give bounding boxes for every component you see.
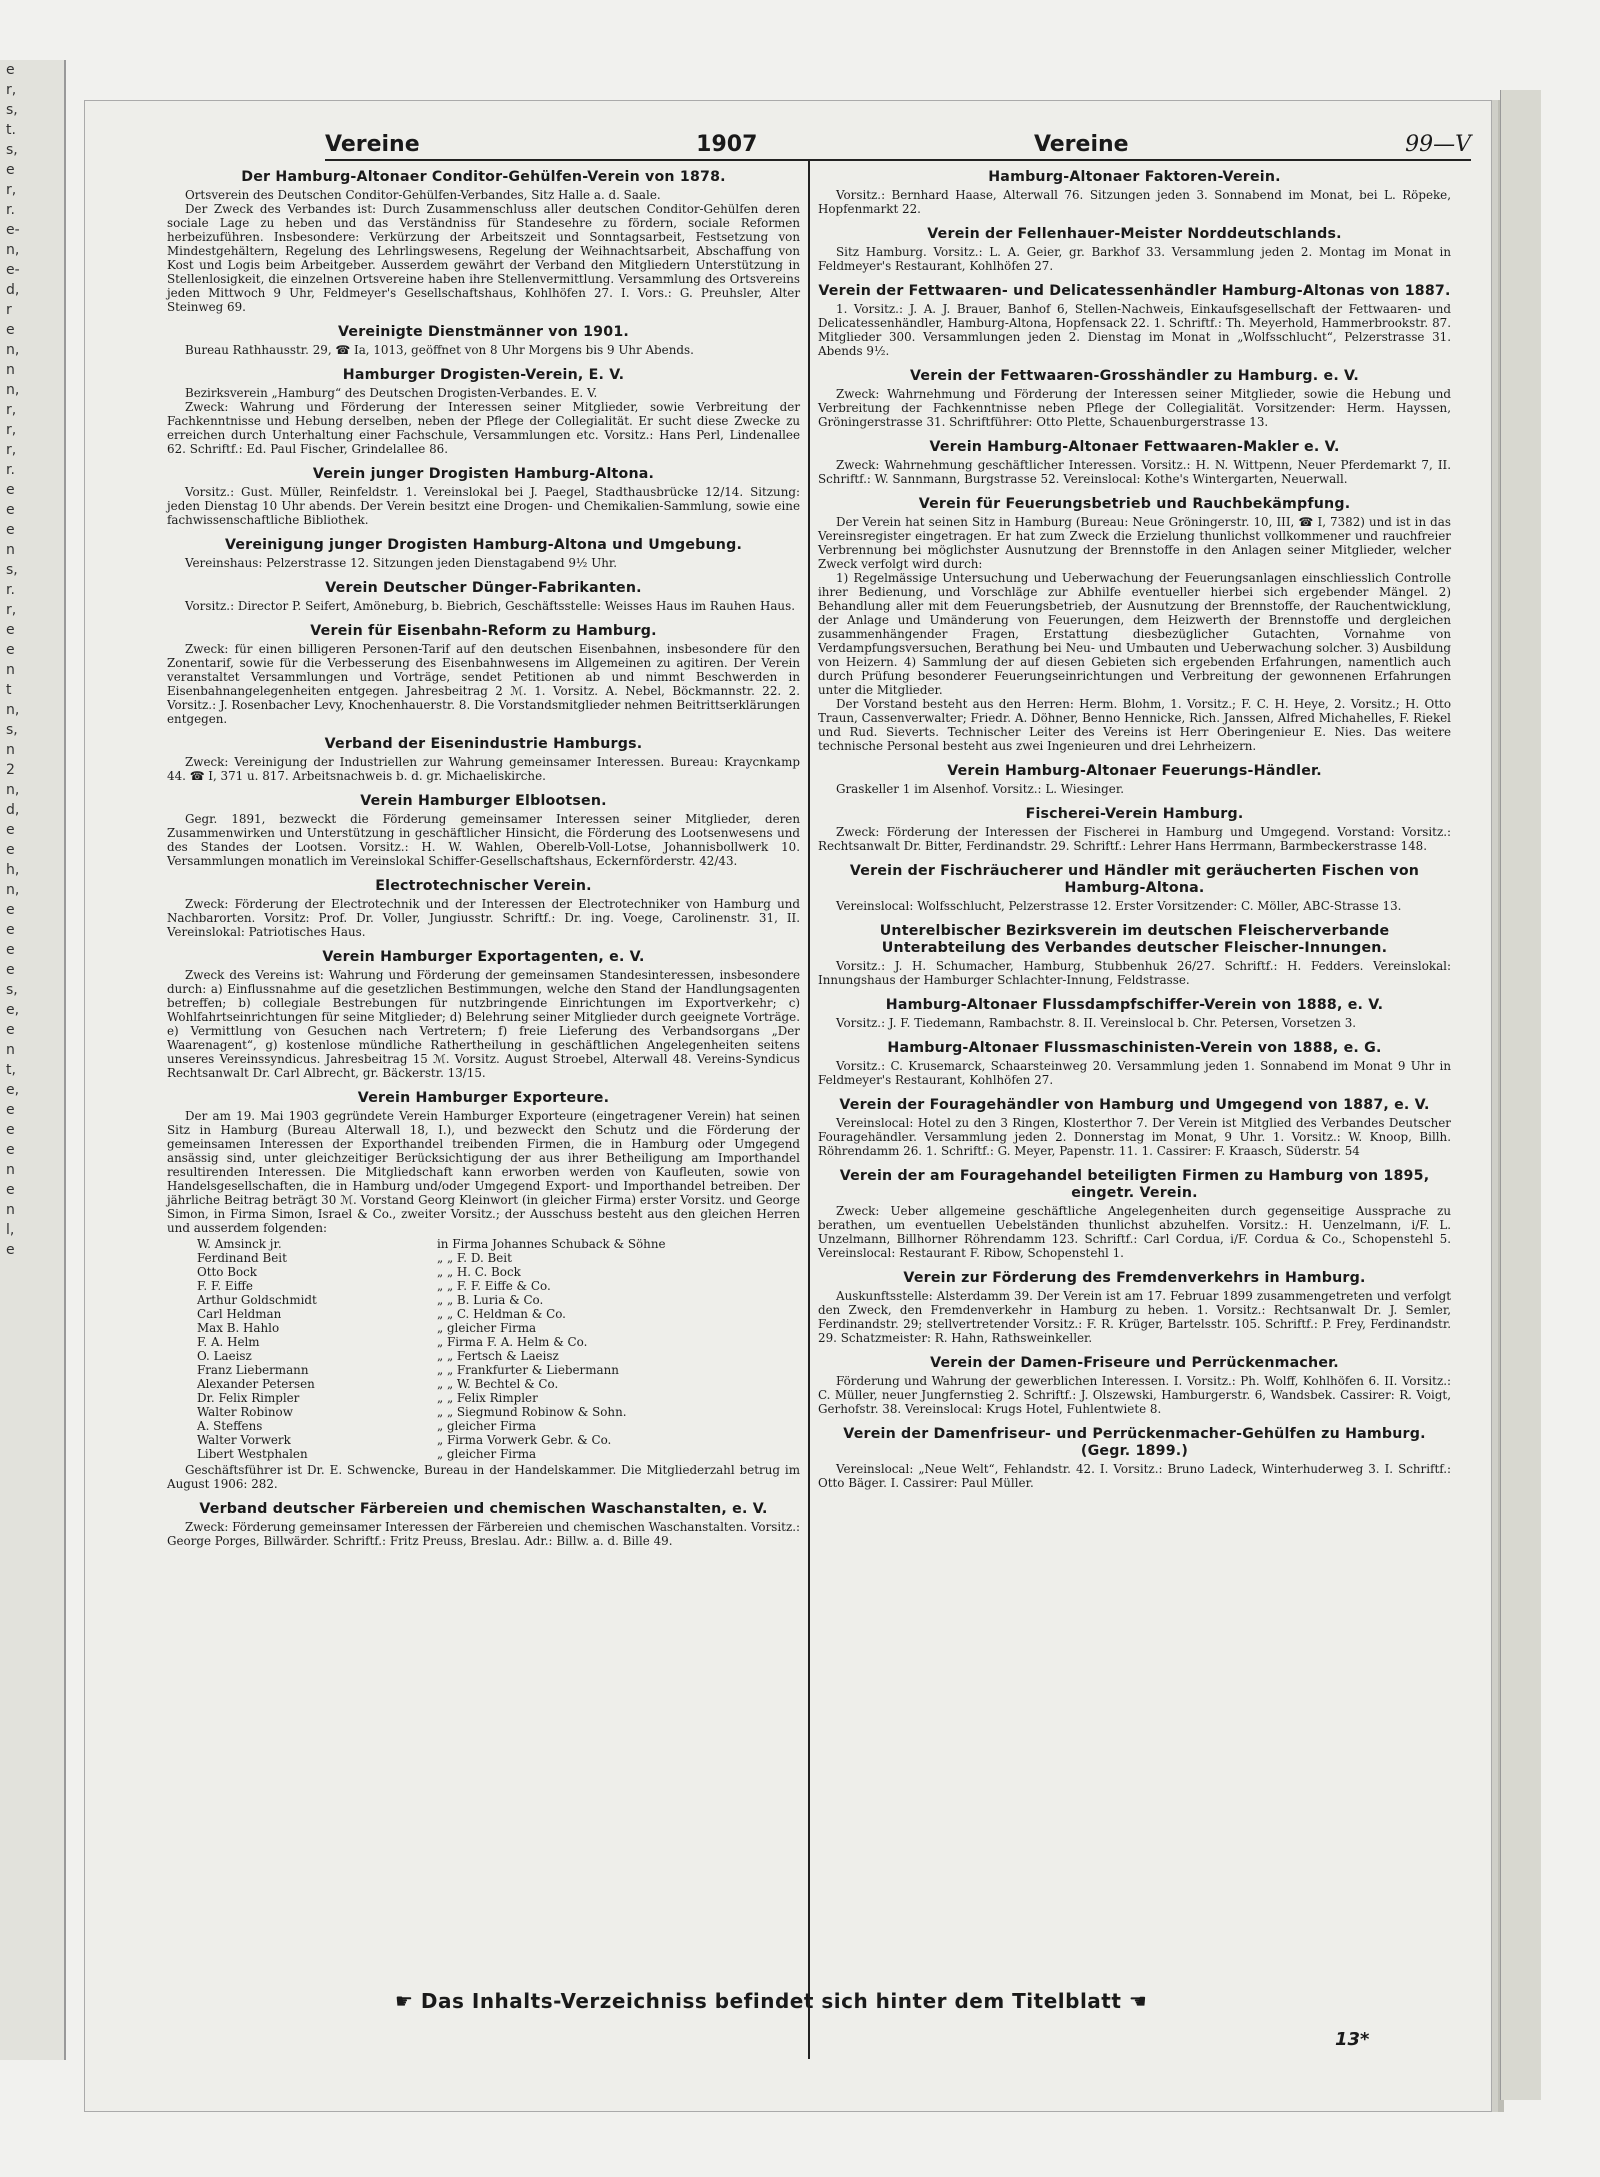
- association-text: Auskunftsstelle: Alsterdamm 39. Der Verein ist am 17. Februar 1899 zusammengetreten und verfolgt den Zweck, den Fremdenverkehr in Hamburg zu heben. 1. Vorsitz.: Rechtsanwalt Dr. J. Semler, Ferdinandstr. 29; stellvertretender Vorsitz.: F. R. Krüger, Bartelsstr. 105. Schriftf.: P. Frey, Ferdinandstr. 29. Schatzmeister: R. Hahn, Rathsweinkeller.: [818, 1289, 1451, 1345]
- margin-fragment: e: [6, 1182, 15, 1198]
- next-page-edge: [1500, 90, 1541, 2100]
- association-text: Zweck: Wahrung und Förderung der Interessen seiner Mitglieder, sowie Verbreitung der Fachkenntnisse und Hebung derselben, neben der Pflege der Collegialität. Er sucht diese Zwecke zu erreichen durch Unterhaltung einer Fachschule, Versammlungen etc. Vorsitz.: Hans Perl, Lindenallee 62. Schriftf.: Ed. Paul Fischer, Grindelallee 86.: [167, 400, 800, 456]
- member-name: Walter Robinow: [197, 1405, 293, 1419]
- previous-page-edge: [0, 60, 66, 2060]
- association-text: Vereinshaus: Pelzerstrasse 12. Sitzungen jeden Dienstagabend 9½ Uhr.: [185, 556, 618, 570]
- association-title: Vereinigte Dienstmänner von 1901.: [338, 324, 629, 340]
- member-firm: „ „ Frankfurter & Liebermann: [437, 1363, 619, 1377]
- association-entry: [167, 949, 800, 1080]
- association-entry: [167, 878, 800, 939]
- association-entry: [818, 1355, 1451, 1416]
- document-page: [84, 100, 1492, 2112]
- member-firm: „ „ Fertsch & Laeisz: [437, 1349, 559, 1363]
- association-entry: [818, 1426, 1451, 1490]
- member-firm: „ „ C. Heldman & Co.: [437, 1307, 566, 1321]
- member-name: Libert Westphalen: [197, 1447, 308, 1461]
- header-left: Vereine: [325, 131, 420, 157]
- member-firm: in Firma Johannes Schuback & Söhne: [437, 1237, 666, 1251]
- association-title: Electrotechnischer Verein.: [375, 878, 592, 894]
- association-entry: [167, 169, 800, 314]
- member-firm: „ gleicher Firma: [437, 1447, 537, 1461]
- member-name: W. Amsinck jr.: [197, 1237, 282, 1251]
- association-text: Zweck: Förderung gemeinsamer Interessen der Färbereien und chemischen Waschanstalten. Vorsitz.: George Porges, Billwärder. Schriftf.: Fritz Preuss, Breslau. Adr.: Billw. a. d. Bille 49.: [167, 1520, 800, 1548]
- member-row: [197, 1237, 800, 1251]
- member-row: [197, 1321, 800, 1335]
- association-title: Hamburg-Altonaer Faktoren-Verein.: [988, 169, 1281, 185]
- member-name: Dr. Felix Rimpler: [197, 1391, 300, 1405]
- margin-fragment: d,: [6, 802, 20, 818]
- margin-fragment: e: [6, 1242, 15, 1258]
- member-name: Carl Heldman: [197, 1307, 282, 1321]
- member-firm: „ gleicher Firma: [437, 1321, 537, 1335]
- running-header: [325, 129, 1471, 161]
- margin-fragment: n,: [6, 882, 20, 898]
- margin-fragment: e: [6, 502, 15, 518]
- association-title: Verein der Fouragehändler von Hamburg und Umgegend von 1887, e. V.: [839, 1097, 1430, 1113]
- association-entry: [818, 1168, 1451, 1260]
- member-firm: „ „ B. Luria & Co.: [437, 1293, 544, 1307]
- association-text: Vereinslocal: Wolfsschlucht, Pelzerstrasse 12. Erster Vorsitzender: C. Möller, ABC-Strasse 13.: [836, 899, 1402, 913]
- margin-fragment: n: [6, 542, 15, 558]
- association-entry: [818, 169, 1451, 216]
- member-row: [197, 1335, 800, 1349]
- member-name: F. A. Helm: [197, 1335, 260, 1349]
- association-title: Verein Hamburg-Altonaer Feuerungs-Händler.: [947, 763, 1322, 779]
- association-entry: [167, 1090, 800, 1491]
- margin-fragment: e: [6, 842, 15, 858]
- member-firm: „ „ Siegmund Robinow & Sohn.: [437, 1405, 627, 1419]
- margin-fragment: n: [6, 1202, 15, 1218]
- margin-fragment: e: [6, 1122, 15, 1138]
- association-title: Verein der Damenfriseur- und Perrückenmacher-Gehülfen zu Hamburg. (Gegr. 1899.): [843, 1426, 1426, 1459]
- association-text: Zweck: Förderung der Interessen der Fischerei in Hamburg und Umgegend. Vorstand: Vorsitz.: Rechtsanwalt Dr. Bitter, Ferdinandstr. 29. Schriftf.: Lehrer Hans Herrmann, Barmbeckerstrasse 148.: [818, 825, 1451, 853]
- association-entry: [818, 283, 1451, 358]
- association-text: Zweck: Wahrnehmung und Förderung der Interessen seiner Mitglieder, sowie die Hebung und Verbreitung der Fachkenntnisse neben Pflege der Collegialität. Vorsitzender: Herm. Hayssen, Gröningerstrasse 31. Schriftführer: Otto Plette, Schauenburgerstrasse 13.: [818, 387, 1451, 429]
- association-entry: [167, 367, 800, 456]
- margin-fragment: s,: [6, 982, 18, 998]
- association-text: Ortsverein des Deutschen Conditor-Gehülfen-Verbandes, Sitz Halle a. d. Saale.: [185, 188, 661, 202]
- margin-fragment: s,: [6, 142, 18, 158]
- association-text: Sitz Hamburg. Vorsitz.: L. A. Geier, gr. Barkhof 33. Versammlung jeden 2. Montag im Monat in Feldmeyer's Restaurant, Kohlhöfen 27.: [818, 245, 1451, 273]
- member-name: Ferdinand Beit: [197, 1251, 287, 1265]
- association-title: Vereinigung junger Drogisten Hamburg-Altona und Umgebung.: [224, 537, 743, 553]
- association-entry: [818, 226, 1451, 273]
- member-row: [197, 1251, 800, 1265]
- margin-fragment: n: [6, 662, 15, 678]
- association-entry: [818, 863, 1451, 913]
- margin-fragment: e: [6, 922, 15, 938]
- pointing-hand-icon: ☚: [1128, 1989, 1148, 2013]
- member-list: [197, 1237, 800, 1461]
- margin-fragment: n,: [6, 342, 20, 358]
- margin-fragment: r,: [6, 82, 17, 98]
- margin-fragment: n: [6, 1042, 15, 1058]
- member-firm: „ Firma Vorwerk Gebr. & Co.: [437, 1433, 612, 1447]
- association-text: Förderung und Wahrung der gewerblichen Interessen. I. Vorsitz.: Ph. Wolff, Kohlhöfen 6. II. Vorsitz.: C. Müller, neuer Jungfernstieg 2. Schriftf.: J. Olszewski, Hamburgerstr. 6, Wandsbek. Cassirer: R. Voigt, Gerhofstr. 38. Vereinslocal: Krugs Hotel, Fuhlentwiete 8.: [818, 1374, 1451, 1416]
- association-title: Verein für Feuerungsbetrieb und Rauchbekämpfung.: [918, 496, 1351, 512]
- margin-fragment: e: [6, 482, 15, 498]
- margin-fragment: r,: [6, 402, 17, 418]
- page-number: 99—V: [1405, 131, 1471, 157]
- pointing-hand-icon: ☛: [395, 1989, 421, 2013]
- association-entry: [818, 1270, 1451, 1345]
- association-title: Verein Hamburger Exporteure.: [357, 1090, 610, 1106]
- association-text: Bureau Rathhausstr. 29, ☎ Ia, 1013, geöffnet von 8 Uhr Morgens bis 9 Uhr Abends.: [185, 343, 694, 357]
- association-text: Vereinslocal: Hotel zu den 3 Ringen, Klosterthor 7. Der Verein ist Mitglied des Verbandes Deutscher Fouragehändler. Versammlung jeden 2. Donnerstag im Monat, 9 Uhr. 1. Vorsitz.: W. Knoop, Billh. Röhrendamm 26. 1. Schriftf.: G. Meyer, Papenstr. 11. 1. Cassirer: F. Kraasch, Süderstr. 54: [818, 1116, 1451, 1158]
- margin-fragment: 2: [6, 762, 15, 778]
- association-entry: [818, 368, 1451, 429]
- two-column-body: [159, 159, 1459, 2059]
- association-text: Vorsitz.: J. F. Tiedemann, Rambachstr. 8. II. Vereinslocal b. Chr. Petersen, Vorsetzen 3.: [836, 1016, 1357, 1030]
- association-title: Hamburg-Altonaer Flussmaschinisten-Verein von 1888, e. G.: [887, 1040, 1382, 1056]
- association-entry: [818, 806, 1451, 853]
- association-title: Verein für Eisenbahn-Reform zu Hamburg.: [310, 623, 657, 639]
- association-text: Zweck: Vereinigung der Industriellen zur Wahrung gemeinsamer Interessen. Bureau: Kraycnkamp 44. ☎ I, 371 u. 817. Arbeitsnachweis b. d. gr. Michaeliskirche.: [167, 755, 800, 783]
- margin-fragment: e: [6, 162, 15, 178]
- margin-fragment: e: [6, 822, 15, 838]
- association-title: Verein der Fellenhauer-Meister Norddeutschlands.: [927, 226, 1342, 242]
- member-row: [197, 1363, 800, 1377]
- right-column: [810, 159, 1459, 2059]
- member-firm: „ Firma F. A. Helm & Co.: [437, 1335, 588, 1349]
- margin-fragment: r.: [6, 202, 15, 218]
- member-row: [197, 1419, 800, 1433]
- margin-fragment: e: [6, 962, 15, 978]
- association-text: 1) Regelmässige Untersuchung und Ueberwachung der Feuerungsanlagen einschliesslich Controlle ihrer Bedienung, und Vorschläge zur Abhilfe eventueller hierbei sich ergebender Mängel. 2) Behandlung aller mit dem Feuerungsbetrieb, der Ausnutzung der Brennstoffe, der Rauchentwicklung, der Anlage und Umänderung von Feuerungen, dem Heizwerth der Brennstoffe und dergleichen zusammenhängender Fragen, Erstattung diesbezüglicher Gutachten, Vornahme von Verdampfungsversuchen, Berathung bei Neu- und Umbauten und Ueberwachung solcher. 3) Ausbildung von Heizern. 4) Sammlung der auf diesen Gebieten sich ergebenden Erfahrungen, namentlich auch durch Prüfung besonderer Feuerungseinrichtungen und Verbreitung der gewonnenen Erfahrungen unter die Mitglieder.: [818, 571, 1451, 697]
- margin-fragment: s,: [6, 562, 18, 578]
- member-row: [197, 1391, 800, 1405]
- margin-fragment: r.: [6, 582, 15, 598]
- margin-fragment: s,: [6, 722, 18, 738]
- header-year: 1907: [696, 131, 758, 157]
- association-text: Geschäftsführer ist Dr. E. Schwencke, Bureau in der Handelskammer. Die Mitgliederzahl betrug im August 1906: 282.: [167, 1463, 800, 1491]
- association-text: Der Vorstand besteht aus den Herren: Herm. Blohm, 1. Vorsitz.; F. C. H. Heye, 2. Vorsitz.; H. Otto Traun, Cassenverwalter; Friedr. A. Döhner, Benno Hennicke, Rich. Janssen, Alfred Michahelles, F. Riekel und Rud. Sieverts. Technischer Leiter des Vereins ist Herr Oberingenieur E. Nies. Das weitere technische Personal besteht aus zwei Ingenieuren und drei Lehrheizern.: [818, 697, 1451, 753]
- margin-fragment: t.: [6, 122, 16, 138]
- margin-fragment: d,: [6, 282, 20, 298]
- member-name: Otto Bock: [197, 1265, 258, 1279]
- association-text: Zweck: für einen billigeren Personen-Tarif auf den deutschen Eisenbahnen, insbesondere für den Zonentarif, sowie für die Verbesserung des Eisenbahnwesens im Allgemeinen zu agitiren. Der Verein veranstaltet Versammlungen und Vorträge, sendet Petitionen ab und nimmt Beschwerden in Eisenbahnangelegenheiten entgegen. Jahresbeitrag 2 ℳ. 1. Vorsitz. A. Nebel, Böckmannstr. 22. 2. Vorsitz.: J. Rosenbacher Levy, Knochenhauerstr. 8. Die Vorstandsmitglieder nehmen Beitrittserklärungen entgegen.: [167, 642, 800, 726]
- association-title: Verein zur Förderung des Fremdenverkehrs in Hamburg.: [903, 1270, 1366, 1286]
- association-title: Verband deutscher Färbereien und chemischen Waschanstalten, e. V.: [199, 1501, 768, 1517]
- margin-fragment: n,: [6, 702, 20, 718]
- association-text: Der am 19. Mai 1903 gegründete Verein Hamburger Exporteure (eingetragener Verein) hat seinen Sitz in Hamburg (Bureau Alterwall 18, I.), und bezweckt den Schutz und die Förderung der gemeinsamen Interessen der Exporthandel treibenden Firmen, die in Hamburg oder Umgegend ansässig sind, unter gleichzeitiger Berücksichtigung der aus ihrer Betheiligung am Importhandel resultirenden Interessen. Die Mitgliedschaft kann erworben werden von Kaufleuten, sowie von Handelsgesellschaften, die in Hamburg und/oder Umgegend Export- und Importhandel betreiben. Der jährliche Beitrag beträgt 30 ℳ. Vorstand Georg Kleinwort (in gleicher Firma) erster Vorsitz. und George Simon, in Firma Simon, Israel & Co., zweiter Vorsitz.; der Ausschuss besteht aus den gleichen Herren und ausserdem folgenden:: [167, 1109, 800, 1235]
- association-title: Verein der Fettwaaren-Grosshändler zu Hamburg. e. V.: [909, 368, 1359, 384]
- margin-fragment: t,: [6, 1062, 16, 1078]
- association-title: Verein Deutscher Dünger-Fabrikanten.: [325, 580, 642, 596]
- association-text: Der Zweck des Verbandes ist: Durch Zusammenschluss aller deutschen Conditor-Gehülfen deren sociale Lage zu heben und das Verständniss für Standesehre zu fördern, sociale Reformen herbeizuführen. Insbesondere: Verkürzung der Arbeitszeit und Sonntagsarbeit, Festsetzung von Mindestgehältern, Regelung des Lehrlingswesens, Regelung der Weihnachtsarbeit, Abschaffung von Kost und Logis beim Arbeitgeber. Ausserdem gewährt der Verband den Mitgliedern Unterstützung in Stellenlosigkeit, die einzelnen Ortsvereine haben ihre Stellenvermittlung. Versammlung des Ortsvereins jeden Mittwoch 9 Uhr, Feldmeyer's Gesellschaftshaus, Kohlhöfen 27. I. Vors.: G. Preuhsler, Alter Steinweg 69.: [167, 202, 800, 314]
- association-title: Verein der Fettwaaren- und Delicatessenhändler Hamburg-Altonas von 1887.: [818, 283, 1451, 299]
- member-row: [197, 1433, 800, 1447]
- member-row: [197, 1349, 800, 1363]
- association-title: Hamburg-Altonaer Flussdampfschiffer-Verein von 1888, e. V.: [885, 997, 1384, 1013]
- association-text: Vorsitz.: Director P. Seifert, Amöneburg, b. Biebrich, Geschäftsstelle: Weisses Haus im Rauhen Haus.: [185, 599, 795, 613]
- margin-fragment: e: [6, 1022, 15, 1038]
- margin-fragment: e: [6, 942, 15, 958]
- association-title: Unterelbischer Bezirksverein im deutschen Fleischerverbande Unterabteilung des Verbandes deutscher Fleischer-Innungen.: [879, 923, 1390, 956]
- association-entry: [818, 763, 1451, 796]
- member-name: A. Steffens: [197, 1419, 263, 1433]
- member-row: [197, 1307, 800, 1321]
- association-entry: [167, 580, 800, 613]
- association-entry: [167, 1501, 800, 1548]
- association-entry: [167, 537, 800, 570]
- association-text: Gegr. 1891, bezweckt die Förderung gemeinsamer Interessen seiner Mitglieder, deren Zusammenwirken und Unterstützung in geschäftlicher Hinsicht, die Förderung des Lootsenwesens und des Standes der Lootsen. Vorsitz.: H. W. Wahlen, Oberelb-Voll-Lotse, Johannisbollwerk 10. Versammlungen monatlich im Vereinslokal Schiffer-Gesellschaftshaus, Eckernförderstr. 42/43.: [167, 812, 800, 868]
- margin-fragment: r,: [6, 182, 17, 198]
- member-firm: „ „ Felix Rimpler: [437, 1391, 538, 1405]
- margin-fragment: e: [6, 522, 15, 538]
- association-text: Zweck: Wahrnehmung geschäftlicher Interessen. Vorsitz.: H. N. Wittpenn, Neuer Pferdemarkt 7, II. Schriftf.: W. Sannmann, Burgstrasse 52. Vereinslocal: Kothe's Wintergarten, Neuerwall.: [818, 458, 1451, 486]
- association-title: Verein der Damen-Friseure und Perrückenmacher.: [930, 1355, 1339, 1371]
- member-row: [197, 1447, 800, 1461]
- association-entry: [167, 793, 800, 868]
- association-entry: [818, 439, 1451, 486]
- margin-fragment: r: [6, 302, 12, 318]
- margin-fragment: e: [6, 642, 15, 658]
- association-entry: [818, 496, 1451, 753]
- margin-fragment: e-: [6, 222, 20, 238]
- association-entry: [167, 736, 800, 783]
- member-row: [197, 1293, 800, 1307]
- margin-fragment: e: [6, 902, 15, 918]
- member-name: Franz Liebermann: [197, 1363, 309, 1377]
- association-text: Vereinslocal: „Neue Welt“, Fehlandstr. 42. I. Vorsitz.: Bruno Ladeck, Winterhuderweg 3. I. Schriftf.: Otto Bäger. I. Cassirer: Paul Müller.: [818, 1462, 1451, 1490]
- member-name: Max B. Hahlo: [197, 1321, 280, 1335]
- margin-fragment: r.: [6, 462, 15, 478]
- margin-fragment: e: [6, 322, 15, 338]
- association-title: Verein der am Fouragehandel beteiligten Firmen zu Hamburg von 1895, eingetr. Verein.: [839, 1168, 1430, 1201]
- left-column: [159, 159, 810, 2059]
- member-row: [197, 1405, 800, 1419]
- margin-fragment: e: [6, 622, 15, 638]
- margin-fragment: n: [6, 1162, 15, 1178]
- margin-fragment: e,: [6, 1002, 20, 1018]
- association-text: Zweck: Ueber allgemeine geschäftliche Angelegenheiten durch gegenseitige Aussprache zu berathen, um eventuellen Uebelständen thunlichst abzuhelfen. Vorsitz.: H. Uenzelmann, i/F. L. Unzelmann, Billhorner Röhrendamm 123. Schriftf.: Carl Cordua, i/F. Cordua & Co., Schopenstehl 5. Vereinslocal: Restaurant F. Ribow, Schopenstehl 1.: [818, 1204, 1451, 1260]
- association-text: Bezirksverein „Hamburg“ des Deutschen Drogisten-Verbandes. E. V.: [185, 386, 598, 400]
- member-row: [197, 1265, 800, 1279]
- margin-fragment: e: [6, 1102, 15, 1118]
- association-entry: [167, 466, 800, 527]
- member-firm: „ „ F. D. Beit: [437, 1251, 512, 1265]
- member-row: [197, 1377, 800, 1391]
- association-entry: [818, 1097, 1451, 1158]
- association-text: Der Verein hat seinen Sitz in Hamburg (Bureau: Neue Gröningerstr. 10, III, ☎ I, 7382) und ist in das Vereinsregister eingetragen. Er hat zum Zweck die Erzielung thunlichst vollkommener und rauchfreier Verbrennung bei möglichster Ausnutzung der Brennstoffe in den Anlagen seiner Mitglieder, welcher Zweck verfolgt wird durch:: [818, 515, 1451, 571]
- margin-fragment: e,: [6, 1082, 20, 1098]
- association-entry: [167, 623, 800, 726]
- member-firm: „ gleicher Firma: [437, 1419, 537, 1433]
- margin-fragment: n,: [6, 242, 20, 258]
- margin-fragment: e-: [6, 262, 20, 278]
- member-row: [197, 1279, 800, 1293]
- margin-fragment: e: [6, 1142, 15, 1158]
- member-name: Alexander Petersen: [197, 1377, 315, 1391]
- association-text: Vorsitz.: J. H. Schumacher, Hamburg, Stubbenhuk 26/27. Schriftf.: H. Fedders. Vereinslokal: Innungshaus der Hamburger Schlachter-Innung, Feldstrasse.: [818, 959, 1451, 987]
- association-text: Vorsitz.: C. Krusemarck, Schaarsteinweg 20. Versammlung jeden 1. Sonnabend im Monat 9 Uhr in Feldmeyer's Restaurant, Kohlhöfen 27.: [818, 1059, 1451, 1087]
- association-title: Hamburger Drogisten-Verein, E. V.: [342, 367, 625, 383]
- member-firm: „ „ H. C. Bock: [437, 1265, 521, 1279]
- association-title: Verein junger Drogisten Hamburg-Altona.: [312, 466, 655, 482]
- association-text: Vorsitz.: Bernhard Haase, Alterwall 76. Sitzungen jeden 3. Sonnabend im Monat, bei L. Röpeke, Hopfenmarkt 22.: [818, 188, 1451, 216]
- member-name: O. Laeisz: [197, 1349, 252, 1363]
- margin-fragment: n,: [6, 382, 20, 398]
- association-entry: [818, 923, 1451, 987]
- association-title: Verein Hamburger Elblootsen.: [360, 793, 607, 809]
- margin-fragment: e: [6, 62, 15, 78]
- margin-fragment: s,: [6, 102, 18, 118]
- member-firm: „ „ W. Bechtel & Co.: [437, 1377, 559, 1391]
- association-text: Zweck des Vereins ist: Wahrung und Förderung der gemeinsamen Standesinteressen, insbesondere durch: a) Einflussnahme auf die gesetzlichen Bestimmungen, welche den Stand der Handlungsagenten betreffen; b) collegiale Bestrebungen für nutzbringende Einrichtungen im Exportverkehr; c) Wohlfahrtseinrichtungen für seine Mitglieder; d) Belehrung seiner Mitglieder durch geeignete Vorträge. e) Vermittlung von Gesuchen nach Vertretern; f) freie Lieferung des Verbandsorgans „Der Waarenagent“, g) kostenlose mündliche Rathertheilung in geschäftlichen Angelegenheiten seitens unseres Vereinssyndicus. Jahresbeitrag 15 ℳ. Vorsitz. August Stroebel, Alterwall 48. Vereins-Syndicus Rechtsanwalt Dr. Carl Albrecht, gr. Bäckerstr. 13/15.: [167, 968, 800, 1080]
- member-name: Arthur Goldschmidt: [197, 1293, 317, 1307]
- margin-fragment: n: [6, 742, 15, 758]
- association-entry: [167, 324, 800, 357]
- header-right: Vereine: [1033, 131, 1129, 157]
- member-name: F. F. Eiffe: [197, 1279, 253, 1293]
- association-title: Verband der Eisenindustrie Hamburgs.: [324, 736, 643, 752]
- association-text: Vorsitz.: Gust. Müller, Reinfeldstr. 1. Vereinslokal bei J. Paegel, Stadthausbrücke 12/14. Sitzung: jeden Dienstag 10 Uhr abends. Der Verein besitzt eine Drogen- und Chemikalien-Sammlung, sowie eine fachwissenschaftliche Bibliothek.: [167, 485, 800, 527]
- margin-fragment: r,: [6, 602, 17, 618]
- association-title: Verein Hamburg-Altonaer Fettwaaren-Makler e. V.: [929, 439, 1340, 455]
- association-title: Verein der Fischräucherer und Händler mit geräucherten Fischen von Hamburg-Altona.: [849, 863, 1420, 896]
- signature-mark: 13*: [1335, 2029, 1370, 2050]
- notice-text: Das Inhalts-Verzeichniss befindet sich hinter dem Titelblatt: [420, 1989, 1122, 2013]
- association-entry: [818, 1040, 1451, 1087]
- margin-fragment: n,: [6, 782, 20, 798]
- member-firm: „ „ F. F. Eiffe & Co.: [437, 1279, 551, 1293]
- association-title: Fischerei-Verein Hamburg.: [1025, 806, 1244, 822]
- margin-fragment: t: [6, 682, 12, 698]
- margin-fragment: r,: [6, 422, 17, 438]
- association-title: Der Hamburg-Altonaer Conditor-Gehülfen-Verein von 1878.: [241, 169, 726, 185]
- association-text: Graskeller 1 im Alsenhof. Vorsitz.: L. Wiesinger.: [836, 782, 1124, 796]
- association-entry: [818, 997, 1451, 1030]
- margin-fragment: r,: [6, 442, 17, 458]
- index-notice: [395, 1989, 1147, 2013]
- member-name: Walter Vorwerk: [197, 1433, 291, 1447]
- association-text: 1. Vorsitz.: J. A. J. Brauer, Banhof 6, Stellen-Nachweis, Einkaufsgesellschaft der Fettwaaren- und Delicatessenhändler, Hamburg-Altona, Hopfensack 22. 1. Schriftf.: Th. Meyerhold, Hammerbrookstr. 87. Mitglieder 300. Versammlungen jeden 2. Dienstag im Monat in „Wolfsschlucht“, Pelzerstrasse 31. Abends 9½.: [818, 302, 1451, 358]
- association-title: Verein Hamburger Exportagenten, e. V.: [322, 949, 645, 965]
- margin-fragment: h,: [6, 862, 20, 878]
- margin-fragment: n: [6, 362, 15, 378]
- association-text: Zweck: Förderung der Electrotechnik und der Interessen der Electrotechniker von Hamburg und Nachbarorten. Vorsitz: Prof. Dr. Voller, Jungiusstr. Schriftf.: Dr. ing. Voege, Carolinenstr. 31, II. Vereinslokal: Patriotisches Haus.: [167, 897, 800, 939]
- margin-fragment: l,: [6, 1222, 15, 1238]
